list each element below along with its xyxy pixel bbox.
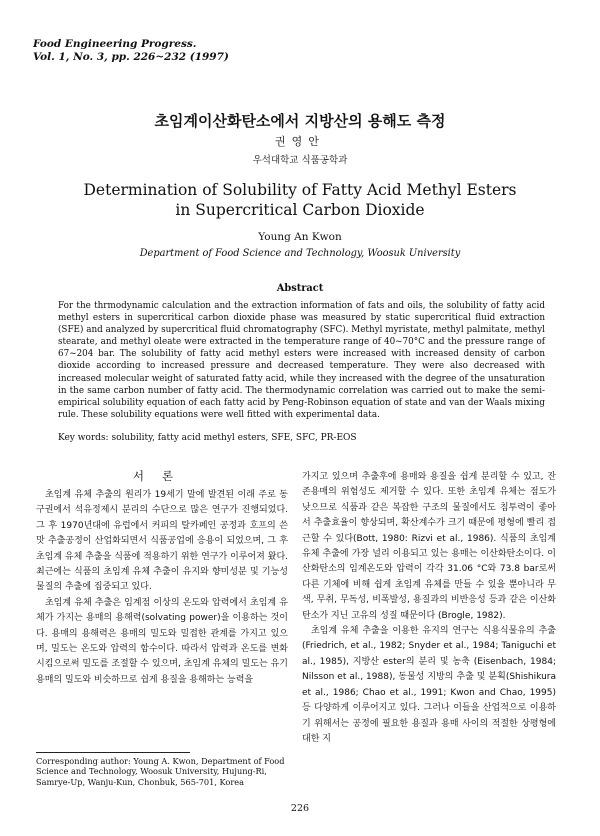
- english-title: [0, 180, 600, 220]
- korean-title: 초임계이산화탄소에서 지방산의 용해도 측정: [154, 112, 446, 130]
- english-title-line-2: in Supercritical Carbon Dioxide: [175, 201, 425, 219]
- english-affiliation: Department of Food Science and Technology, Woosuk University: [139, 248, 461, 259]
- paragraph: 초임계 유체 추출은 임계점 이상의 온도와 압력에서 초임계 유체가 가지는 용매의 용해력(solvating power)을 이용하는 것이다. 용매의 용해력은 용매의 밀도와 밀접한 관계를 가지고 있으며, 밀도는 온도와 압력의 함수이다. 따라서 압력과 온도를 변화시킴으로써 밀도를 조절할 수 있으며, 초임계 유체의 밀도는 유기용매의 밀도와 비슷하므로 쉽게 용질을 용해하는 능력을: [36, 597, 288, 685]
- footnote: Corresponding author: Young A. Kwon, Department of Food Science and Technology, Woosuk University, Hujung-Ri, Samrye-Up, Wanju-Kun, Chonbuk, 565-701, Korea: [36, 756, 285, 787]
- paragraph: 초임계 유체 추출의 원리가 19세기 말에 발견된 이래 주로 동구권에서 석유정제시 분리의 수단으로 많은 연구가 진행되었다. 그 후 1970년대에 유럽에서 커피의 탈카페인 공정과 호프의 쓴 맛 추출공정이 산업화되면서 식품공업에 응용이 되었으며, 그 후 초임계 유체 추출을 식품에 적용하기 위한 연구가 이루어져 왔다. 최근에는 식품의 초임계 유체 추출이 유지와 향미성분 및 기능성 물질의 추출에 집중되고 있다.: [36, 490, 288, 593]
- korean-author: 권영안: [275, 135, 325, 148]
- journal-volume: Vol. 1, No. 3, pp. 226~232 (1997): [33, 51, 229, 63]
- abstract-text: For the thrmodynamic calculation and the extraction information of fats and oils, the solubility of fatty acid methyl esters in supercritical carbon dioxide phase was measured by static supercritical fluid extraction (SFE) and analyzed by supercritical fluid chromatography (SFC). Methyl myristate, methyl palmitate, methyl stearate, and methyl oleate were extracted in the temperature range of 40~70°C and the pressure range of 67~204 bar. The solubility of fatty acid methyl esters were increased with increased density of carbon dioxide according to increased pressure and decreased temperature. They were also decreased with increased molecular weight of saturated fatty acid, while they increased with the degree of the unsaturation in the same carbon number of fatty acid. The thermodynamic correlation was carried out to make the semi-empirical solubility equation of each fatty acid by Peng-Robinson equation of state and van der Waals mixing rule. These solubility equations were well fitted with experimental data.: [58, 301, 545, 420]
- english-title-line-1: Determination of Solubility of Fatty Acid Methyl Esters: [83, 181, 517, 199]
- keywords: Key words: solubility, fatty acid methyl esters, SFE, SFC, PR-EOS: [58, 433, 357, 443]
- section-heading: 서론: [132, 469, 192, 483]
- english-author: Young An Kwon: [258, 231, 342, 243]
- journal-citation: [33, 38, 229, 64]
- paragraph: 초임계 유체 추출을 이용한 유지의 연구는 식용식물유의 추출(Friedrich, et al., 1982; Snyder et al., 1984; Taniguchi et al., 1985), 지방산 ester의 분리 및 농축 (Eisenbach, 1984; Nilsson et al., 1988), 동물성 지방의 추출 및 분획(Shishikura et al., 1986; Chao et al., 1991; Kwon and Chao, 1995) 등 다양하게 이루어지고 있다. 그러나 이들을 산업적으로 이용하기 위해서는 공정에 필요한 용질과 용매 사이의 적절한 상평형에 대한 지: [302, 626, 556, 744]
- footnote-divider: [36, 752, 190, 753]
- paragraph: 가지고 있으며 추출후에 용매와 용질을 쉽게 분리할 수 있고, 잔존용매의 위험성도 제거할 수 있다. 또한 초임계 유체는 점도가 낮으므로 식품과 같은 복잡한 구조의 물질에서도 침투력이 좋아서 추출효율이 향상되며, 확산계수가 크기 때문에 평형에 빨리 접근할 수 있다(Bott, 1980: Rizvi et al., 1986). 식품의 초임계 유체 추출에 가장 널리 이용되고 있는 용매는 이산화탄소이다. 이산화탄소의 임계온도와 압력이 각각 31.06 °C와 73.8 bar로써 다른 기체에 비해 쉽게 초임계 유체를 만들 수 있을 뿐아니라 무색, 무취, 무독성, 비폭발성, 용질과의 비반응성 등과 같은 이산화탄소가 지닌 고유의 성질 때문이다 (Brogle, 1982).: [302, 472, 556, 621]
- page-number: 226: [290, 803, 310, 814]
- korean-affiliation: 우석대학교 식품공학과: [252, 155, 348, 166]
- journal-name: Food Engineering Progress.: [33, 38, 197, 50]
- abstract-heading: Abstract: [276, 283, 324, 294]
- right-column: [302, 470, 556, 747]
- left-column: [36, 488, 288, 688]
